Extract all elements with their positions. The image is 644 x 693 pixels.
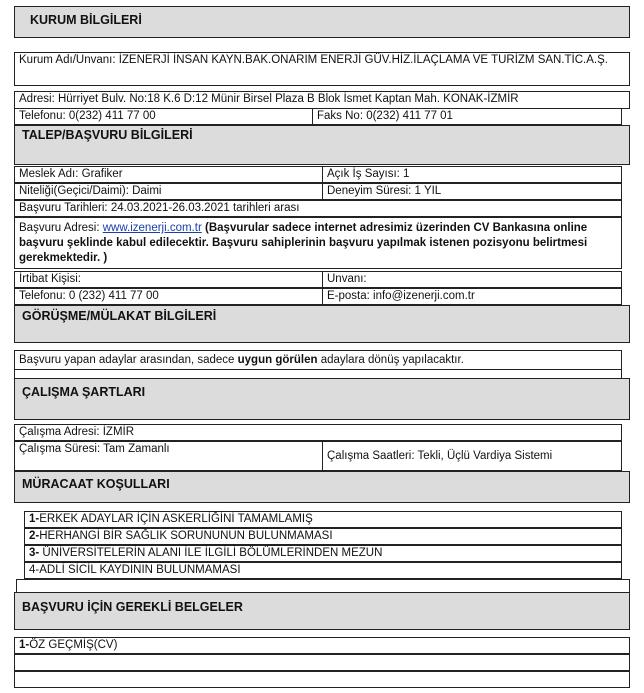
kurum-name-row — [14, 52, 630, 86]
muracaat-item-3-text: ÜNİVERSİTELERİN ALANI İLE İLGİLİ BÖLÜMLERİNDEN MEZUN — [39, 547, 383, 559]
muracaat-item-3 — [24, 545, 622, 562]
basvuru-adresi-label: Başvuru Adresi: — [19, 222, 100, 234]
muracaat-item-4 — [24, 562, 622, 579]
muracaat-empty-row — [16, 579, 630, 593]
kurum-fax: Faks No: 0(232) 411 77 01 — [317, 110, 453, 122]
muracaat-item-1 — [24, 511, 622, 528]
muracaat-section-title: MÜRACAAT KOŞULLARI — [22, 477, 170, 491]
eposta-cell — [322, 289, 621, 304]
belgeler-item-1 — [14, 637, 630, 654]
calisma-sure-row — [14, 441, 622, 471]
belgeler-empty-row-2 — [14, 671, 630, 688]
kurum-address: Adresi: Hürriyet Bulv. No:18 K.6 D:12 Münir Birsel Plaza B Blok İsmet Kaptan Mah. KONAK-İZMİR — [19, 93, 519, 105]
basvuru-adresi-note: (Başvurular sadece internet adresimiz üzerinden CV Bankasına online başvuru şeklinde kabul edilecektir. Başvuru sahiplerinin başvuru yapılmak istenen pozisyonu belirtmesi gerekmektedir. ) — [19, 222, 588, 264]
kurum-phone: Telefonu: 0(232) 411 77 00 — [19, 110, 156, 122]
belgeler-item-1-num: 1- — [19, 639, 30, 651]
calisma-adresi: Çalışma Adresi: İZMİR — [19, 426, 135, 438]
calisma-saatleri: Çalışma Saatleri: Tekli, Üçlü Vardiya Sistemi — [327, 450, 553, 462]
talep-nitelik-row — [14, 183, 622, 200]
gorusme-text-post: adaylara dönüş yapılacaktır. — [317, 354, 464, 366]
talep-irtibat-row — [14, 271, 622, 288]
kurum-section-title: KURUM BİLGİLERİ — [30, 13, 142, 27]
deneyim-cell — [322, 184, 621, 199]
muracaat-item-1-num: 1- — [29, 513, 40, 525]
kurum-phone-row — [14, 108, 622, 125]
gorusme-text-pre: Başvuru yapan adaylar arasından, sadece — [19, 354, 238, 366]
calisma-suresi: Çalışma Süresi: Tam Zamanlı — [19, 443, 170, 455]
talep-tarih-row — [14, 200, 622, 217]
muracaat-item-1-text: ERKEK ADAYLAR İÇİN ASKERLİĞİNİ TAMAMLAMIŞ — [39, 513, 313, 525]
muracaat-item-3-num: 3- — [29, 547, 40, 559]
kurum-address-row — [14, 91, 630, 109]
acik-is-cell — [322, 167, 621, 182]
unvani: Unvanı: — [327, 273, 367, 285]
unvani-cell — [322, 272, 621, 287]
muracaat-item-2-text: HERHANGİ BİR SAĞLIK SORUNUNUN BULUNMAMASI — [39, 530, 333, 542]
talep-eposta: E-posta: info@izenerji.com.tr — [327, 290, 475, 302]
acik-is-sayisi: Açık İş Sayısı: 1 — [327, 168, 410, 180]
meslek-adi: Meslek Adı: Grafiker — [19, 168, 123, 180]
calisma-section-title: ÇALIŞMA ŞARTLARI — [22, 385, 146, 399]
belgeler-empty-row-1 — [14, 654, 630, 671]
gorusme-text-bold: uygun görülen — [237, 354, 318, 366]
calisma-adres-row — [14, 424, 622, 441]
talep-meslek-row — [14, 166, 622, 183]
belgeler-item-1-text: ÖZ GEÇMİŞ(CV) — [29, 639, 118, 651]
basvuru-tarihleri: Başvuru Tarihleri: 24.03.2021-26.03.2021 tarihleri arası — [19, 202, 300, 214]
basvuru-adresi-link[interactable]: www.izenerji.com.tr — [102, 222, 202, 234]
belgeler-section-title: BAŞVURU İÇİN GEREKLİ BELGELER — [22, 600, 243, 614]
gorusme-section-title: GÖRÜŞME/MÜLAKAT BİLGİLERİ — [22, 309, 217, 323]
talep-telefon: Telefonu: 0 (232) 411 77 00 — [19, 290, 159, 302]
kurum-name: Kurum Adı/Unvanı: İZENERJİ İNSAN KAYN.BAK.ONARIM ENERJİ GÜV.HİZ.İLAÇLAMA VE TURİZM SAN.TİC.A.Ş. — [19, 54, 608, 66]
kurum-fax-cell — [312, 109, 621, 124]
muracaat-item-4-text: 4-ADLİ SİCİL KAYDININ BULUNMAMASI — [29, 564, 241, 576]
muracaat-item-2 — [24, 528, 622, 545]
niteligi: Niteliği(Geçici/Daimi): Daimi — [19, 185, 162, 197]
talep-section-title: TALEP/BAŞVURU BİLGİLERİ — [22, 128, 193, 142]
irtibat-kisisi: İrtibat Kişisi: — [19, 273, 81, 285]
talep-adres-row — [14, 217, 622, 269]
deneyim-suresi: Deneyim Süresi: 1 YIL — [327, 185, 442, 197]
gorusme-text-row — [14, 350, 622, 370]
muracaat-item-2-num: 2- — [29, 530, 40, 542]
talep-telefon-row — [14, 288, 622, 305]
calisma-saatleri-cell — [322, 442, 621, 470]
